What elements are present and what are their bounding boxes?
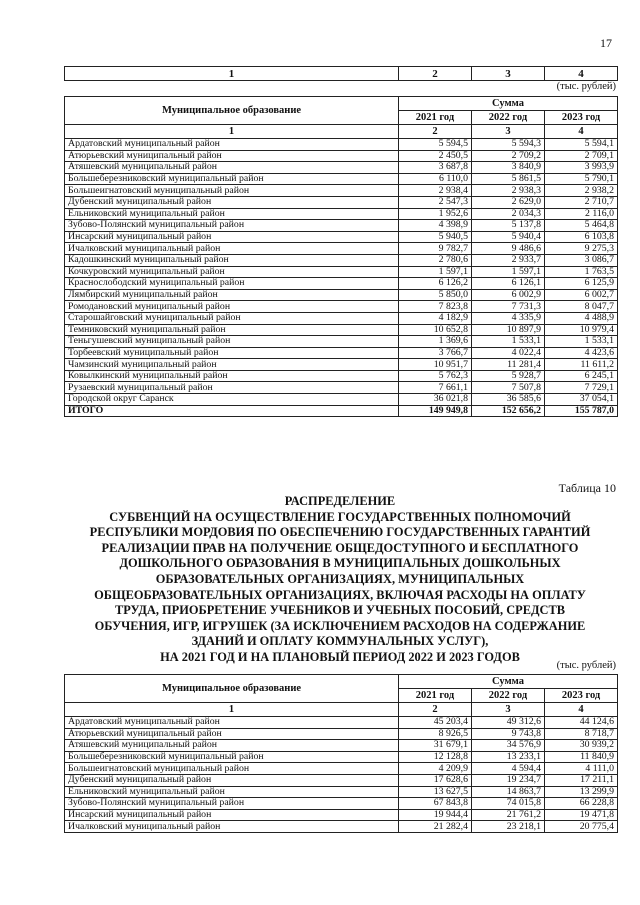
- municipality-cell: Большеберезниковский муниципальный район: [65, 173, 399, 185]
- municipality-cell: Городской округ Саранск: [65, 394, 399, 406]
- table-row: [65, 394, 618, 406]
- value-2022-cell: 13 233,1: [472, 751, 545, 763]
- table-row: [65, 717, 618, 729]
- table-row: [65, 798, 618, 810]
- municipality-cell: Кадошкинский муниципальный район: [65, 254, 399, 266]
- value-2022-cell: 19 234,7: [472, 774, 545, 786]
- value-2023-cell: 10 979,4: [545, 324, 618, 336]
- value-2022-cell: 4 022,4: [472, 347, 545, 359]
- value-2022-cell: 5 594,3: [472, 139, 545, 151]
- table-row: [65, 312, 618, 324]
- table-row: [65, 324, 618, 336]
- municipality-cell: Большеберезниковский муниципальный район: [65, 751, 399, 763]
- value-2021-cell: 31 679,1: [399, 740, 472, 752]
- value-2021-cell: 7 661,1: [399, 382, 472, 394]
- value-2021-cell: 67 843,8: [399, 798, 472, 810]
- municipality-cell: Атяшевский муниципальный район: [65, 162, 399, 174]
- units-label-2: (тыс. рублей): [556, 660, 616, 671]
- municipality-cell: Старошайговский муниципальный район: [65, 312, 399, 324]
- value-2023-cell: 1 533,1: [545, 336, 618, 348]
- table-row: [65, 196, 618, 208]
- header-year-2021: 2021 год: [399, 111, 472, 125]
- value-2022-cell: 3 840,9: [472, 162, 545, 174]
- value-2022-cell: 34 576,9: [472, 740, 545, 752]
- value-2021-cell: 1 369,6: [399, 336, 472, 348]
- value-2023-cell: 2 709,1: [545, 150, 618, 162]
- value-2022-cell: 5 928,7: [472, 370, 545, 382]
- municipality-cell: Ардатовский муниципальный район: [65, 139, 399, 151]
- value-2021-cell: 6 126,2: [399, 278, 472, 290]
- municipality-cell: Атюрьевский муниципальный район: [65, 150, 399, 162]
- total-2023: 155 787,0: [545, 405, 618, 417]
- municipality-cell: Ельниковский муниципальный район: [65, 208, 399, 220]
- value-2021-cell: 17 628,6: [399, 774, 472, 786]
- value-2021-cell: 8 926,5: [399, 728, 472, 740]
- page-number: 17: [600, 36, 612, 50]
- municipality-cell: Большеигнатовский муниципальный район: [65, 185, 399, 197]
- value-2022-cell: 9 486,6: [472, 243, 545, 255]
- municipality-cell: Торбеевский муниципальный район: [65, 347, 399, 359]
- table-row: [65, 301, 618, 313]
- heading-line: РАСПРЕДЕЛЕНИЕ: [284, 494, 396, 508]
- value-2023-cell: 19 471,8: [545, 809, 618, 821]
- table-row: [65, 821, 618, 833]
- subsidy-table-1: [64, 96, 618, 417]
- value-2022-cell: 21 761,2: [472, 809, 545, 821]
- table-row: [65, 751, 618, 763]
- value-2023-cell: 5 594,1: [545, 139, 618, 151]
- table-row: [65, 139, 618, 151]
- value-2021-cell: 1 952,6: [399, 208, 472, 220]
- value-2023-cell: 3 993,9: [545, 162, 618, 174]
- header-municipality: Муниципальное образование: [65, 97, 399, 125]
- value-2021-cell: 2 780,6: [399, 254, 472, 266]
- municipality-cell: Краснослободский муниципальный район: [65, 278, 399, 290]
- t2-header-municipality: Муниципальное образование: [65, 675, 399, 703]
- value-2021-cell: 7 823,8: [399, 301, 472, 313]
- value-2022-cell: 5 940,4: [472, 231, 545, 243]
- value-2023-cell: 44 124,6: [545, 717, 618, 729]
- table-row: [65, 728, 618, 740]
- value-2022-cell: 2 938,3: [472, 185, 545, 197]
- municipality-cell: Атюрьевский муниципальный район: [65, 728, 399, 740]
- table-row: [65, 231, 618, 243]
- value-2022-cell: 2 933,7: [472, 254, 545, 266]
- continuation-header: [64, 66, 618, 81]
- heading-line: ДОШКОЛЬНОГО ОБРАЗОВАНИЯ В МУНИЦИПАЛЬНЫХ ДОШКОЛЬНЫХ: [119, 556, 561, 571]
- value-2023-cell: 4 488,9: [545, 312, 618, 324]
- value-2021-cell: 6 110,0: [399, 173, 472, 185]
- value-2022-cell: 49 312,6: [472, 717, 545, 729]
- value-2023-cell: 30 939,2: [545, 740, 618, 752]
- header-year-2022: 2022 год: [472, 111, 545, 125]
- value-2022-cell: 1 597,1: [472, 266, 545, 278]
- value-2021-cell: 10 951,7: [399, 359, 472, 371]
- subsidy-table-2: [64, 674, 618, 833]
- header-num-1: 1: [65, 125, 399, 139]
- value-2021-cell: 5 940,5: [399, 231, 472, 243]
- heading-line: ОБЩЕОБРАЗОВАТЕЛЬНЫХ ОРГАНИЗАЦИЯХ, ВКЛЮЧАЯ РАСХОДЫ НА ОПЛАТУ: [94, 587, 586, 602]
- table-row: [65, 254, 618, 266]
- municipality-cell: Ромодановский муниципальный район: [65, 301, 399, 313]
- value-2022-cell: 4 594,4: [472, 763, 545, 775]
- municipality-cell: Чамзинский муниципальный район: [65, 359, 399, 371]
- value-2022-cell: 4 335,9: [472, 312, 545, 324]
- t2-header-num-1: 1: [65, 703, 399, 717]
- t2-header-year-2021: 2021 год: [399, 689, 472, 703]
- value-2021-cell: 9 782,7: [399, 243, 472, 255]
- municipality-cell: Рузаевский муниципальный район: [65, 382, 399, 394]
- t2-header-num-3: 3: [472, 703, 545, 717]
- municipality-cell: Инсарский муниципальный район: [65, 809, 399, 821]
- value-2022-cell: 74 015,8: [472, 798, 545, 810]
- value-2021-cell: 2 547,3: [399, 196, 472, 208]
- municipality-cell: Дубенский муниципальный район: [65, 774, 399, 786]
- municipality-cell: Дубенский муниципальный район: [65, 196, 399, 208]
- value-2022-cell: 6 002,9: [472, 289, 545, 301]
- table-row: [65, 786, 618, 798]
- heading-line: ОБРАЗОВАТЕЛЬНЫХ ОРГАНИЗАЦИЯХ, МУНИЦИПАЛЬНЫХ: [155, 571, 525, 586]
- table-row: [65, 150, 618, 162]
- value-2023-cell: 11 611,2: [545, 359, 618, 371]
- value-2021-cell: 21 282,4: [399, 821, 472, 833]
- value-2021-cell: 4 182,9: [399, 312, 472, 324]
- table-row: [65, 278, 618, 290]
- heading-line: ЗДАНИЙ И ОПЛАТУ КОММУНАЛЬНЫХ УСЛУГ),: [191, 634, 489, 649]
- municipality-cell: Инсарский муниципальный район: [65, 231, 399, 243]
- value-2023-cell: 7 729,1: [545, 382, 618, 394]
- municipality-cell: Ковылкинский муниципальный район: [65, 370, 399, 382]
- table-row: [65, 763, 618, 775]
- table-row: [65, 220, 618, 232]
- value-2023-cell: 66 228,8: [545, 798, 618, 810]
- heading-line: СУБВЕНЦИЙ НА ОСУЩЕСТВЛЕНИЕ ГОСУДАРСТВЕННЫХ ПОЛНОМОЧИЙ: [109, 509, 571, 524]
- header-num-4: 4: [545, 125, 618, 139]
- table-10-label: Таблица 10: [558, 481, 616, 495]
- heading-line: РЕАЛИЗАЦИИ ПРАВ НА ПОЛУЧЕНИЕ ОБЩЕДОСТУПНОГО И БЕСПЛАТНОГО: [101, 540, 579, 555]
- municipality-cell: Ардатовский муниципальный район: [65, 717, 399, 729]
- heading-line: ТРУДА, ПРИОБРЕТЕНИЕ УЧЕБНИКОВ И УЧЕБНЫХ ПОСОБИЙ, СРЕДСТВ: [115, 603, 565, 618]
- municipality-cell: Ичалковский муниципальный район: [65, 821, 399, 833]
- table-row: [65, 336, 618, 348]
- table-row: [65, 370, 618, 382]
- value-2021-cell: 2 450,5: [399, 150, 472, 162]
- value-2021-cell: 4 209,9: [399, 763, 472, 775]
- municipality-cell: Зубово-Полянский муниципальный район: [65, 798, 399, 810]
- value-2023-cell: 4 111,0: [545, 763, 618, 775]
- t2-header-num-2: 2: [399, 703, 472, 717]
- value-2023-cell: 2 938,2: [545, 185, 618, 197]
- table-row: [65, 809, 618, 821]
- value-2021-cell: 36 021,8: [399, 394, 472, 406]
- value-2021-cell: 2 938,4: [399, 185, 472, 197]
- t2-header-year-2022: 2022 год: [472, 689, 545, 703]
- value-2023-cell: 13 299,9: [545, 786, 618, 798]
- table-row: [65, 347, 618, 359]
- value-2021-cell: 3 687,8: [399, 162, 472, 174]
- municipality-cell: Кочкуровский муниципальный район: [65, 266, 399, 278]
- municipality-cell: Зубово-Полянский муниципальный район: [65, 220, 399, 232]
- value-2021-cell: 5 762,3: [399, 370, 472, 382]
- total-label: ИТОГО: [65, 405, 399, 417]
- table-row: [65, 359, 618, 371]
- value-2022-cell: 36 585,6: [472, 394, 545, 406]
- value-2023-cell: 6 002,7: [545, 289, 618, 301]
- value-2022-cell: 2 709,2: [472, 150, 545, 162]
- value-2022-cell: 11 281,4: [472, 359, 545, 371]
- value-2023-cell: 2 710,7: [545, 196, 618, 208]
- table-row: [65, 774, 618, 786]
- heading-line: НА 2021 ГОД И НА ПЛАНОВЫЙ ПЕРИОД 2022 И 2023 ГОДОВ: [160, 649, 520, 664]
- value-2021-cell: 19 944,4: [399, 809, 472, 821]
- value-2023-cell: 8 718,7: [545, 728, 618, 740]
- value-2023-cell: 6 245,1: [545, 370, 618, 382]
- municipality-cell: Темниковский муниципальный район: [65, 324, 399, 336]
- cont-col-4: 4: [545, 67, 618, 81]
- table-row: [65, 740, 618, 752]
- value-2021-cell: 5 850,0: [399, 289, 472, 301]
- value-2023-cell: 6 103,8: [545, 231, 618, 243]
- value-2023-cell: 4 423,6: [545, 347, 618, 359]
- table-row: [65, 208, 618, 220]
- value-2022-cell: 14 863,7: [472, 786, 545, 798]
- t2-header-sum: Сумма: [399, 675, 618, 689]
- municipality-cell: Большеигнатовский муниципальный район: [65, 763, 399, 775]
- value-2023-cell: 3 086,7: [545, 254, 618, 266]
- municipality-cell: Атяшевский муниципальный район: [65, 740, 399, 752]
- value-2023-cell: 2 116,0: [545, 208, 618, 220]
- value-2021-cell: 10 652,8: [399, 324, 472, 336]
- table-row: [65, 162, 618, 174]
- value-2022-cell: 5 861,5: [472, 173, 545, 185]
- header-num-2: 2: [399, 125, 472, 139]
- municipality-cell: Лямбирский муниципальный район: [65, 289, 399, 301]
- total-row: [65, 405, 618, 417]
- value-2023-cell: 6 125,9: [545, 278, 618, 290]
- value-2023-cell: 11 840,9: [545, 751, 618, 763]
- value-2021-cell: 13 627,5: [399, 786, 472, 798]
- value-2023-cell: 20 775,4: [545, 821, 618, 833]
- value-2022-cell: 2 629,0: [472, 196, 545, 208]
- total-2021: 149 949,8: [399, 405, 472, 417]
- municipality-cell: Теньгушевский муниципальный район: [65, 336, 399, 348]
- heading-line: РЕСПУБЛИКИ МОРДОВИЯ ПО ОБЕСПЕЧЕНИЮ ГОСУДАРСТВЕННЫХ ГАРАНТИЙ: [89, 525, 591, 540]
- t2-header-num-4: 4: [545, 703, 618, 717]
- value-2022-cell: 5 137,8: [472, 220, 545, 232]
- value-2023-cell: 5 464,8: [545, 220, 618, 232]
- value-2023-cell: 17 211,1: [545, 774, 618, 786]
- value-2023-cell: 9 275,3: [545, 243, 618, 255]
- municipality-cell: Ельниковский муниципальный район: [65, 786, 399, 798]
- cont-col-3: 3: [472, 67, 545, 81]
- table-row: [65, 243, 618, 255]
- header-year-2023: 2023 год: [545, 111, 618, 125]
- value-2023-cell: 37 054,1: [545, 394, 618, 406]
- table-row: [65, 173, 618, 185]
- value-2021-cell: 12 128,8: [399, 751, 472, 763]
- municipality-cell: Ичалковский муниципальный район: [65, 243, 399, 255]
- heading-line: ОБУЧЕНИЯ, ИГР, ИГРУШЕК (ЗА ИСКЛЮЧЕНИЕМ РАСХОДОВ НА СОДЕРЖАНИЕ: [94, 618, 586, 633]
- t2-header-year-2023: 2023 год: [545, 689, 618, 703]
- table-row: [65, 382, 618, 394]
- section-heading: [40, 494, 640, 666]
- table-row: [65, 185, 618, 197]
- units-label: (тыс. рублей): [556, 81, 616, 92]
- value-2023-cell: 8 047,7: [545, 301, 618, 313]
- value-2023-cell: 5 790,1: [545, 173, 618, 185]
- value-2022-cell: 2 034,3: [472, 208, 545, 220]
- value-2022-cell: 7 507,8: [472, 382, 545, 394]
- table-row: [65, 289, 618, 301]
- cont-col-2: 2: [399, 67, 472, 81]
- value-2022-cell: 10 897,9: [472, 324, 545, 336]
- value-2022-cell: 9 743,8: [472, 728, 545, 740]
- table-row: [65, 266, 618, 278]
- value-2023-cell: 1 763,5: [545, 266, 618, 278]
- header-sum: Сумма: [399, 97, 618, 111]
- value-2022-cell: 7 731,3: [472, 301, 545, 313]
- total-2022: 152 656,2: [472, 405, 545, 417]
- value-2022-cell: 23 218,1: [472, 821, 545, 833]
- header-num-3: 3: [472, 125, 545, 139]
- value-2021-cell: 1 597,1: [399, 266, 472, 278]
- value-2022-cell: 6 126,1: [472, 278, 545, 290]
- value-2022-cell: 1 533,1: [472, 336, 545, 348]
- value-2021-cell: 45 203,4: [399, 717, 472, 729]
- value-2021-cell: 5 594,5: [399, 139, 472, 151]
- cont-col-1: 1: [65, 67, 399, 81]
- value-2021-cell: 3 766,7: [399, 347, 472, 359]
- value-2021-cell: 4 398,9: [399, 220, 472, 232]
